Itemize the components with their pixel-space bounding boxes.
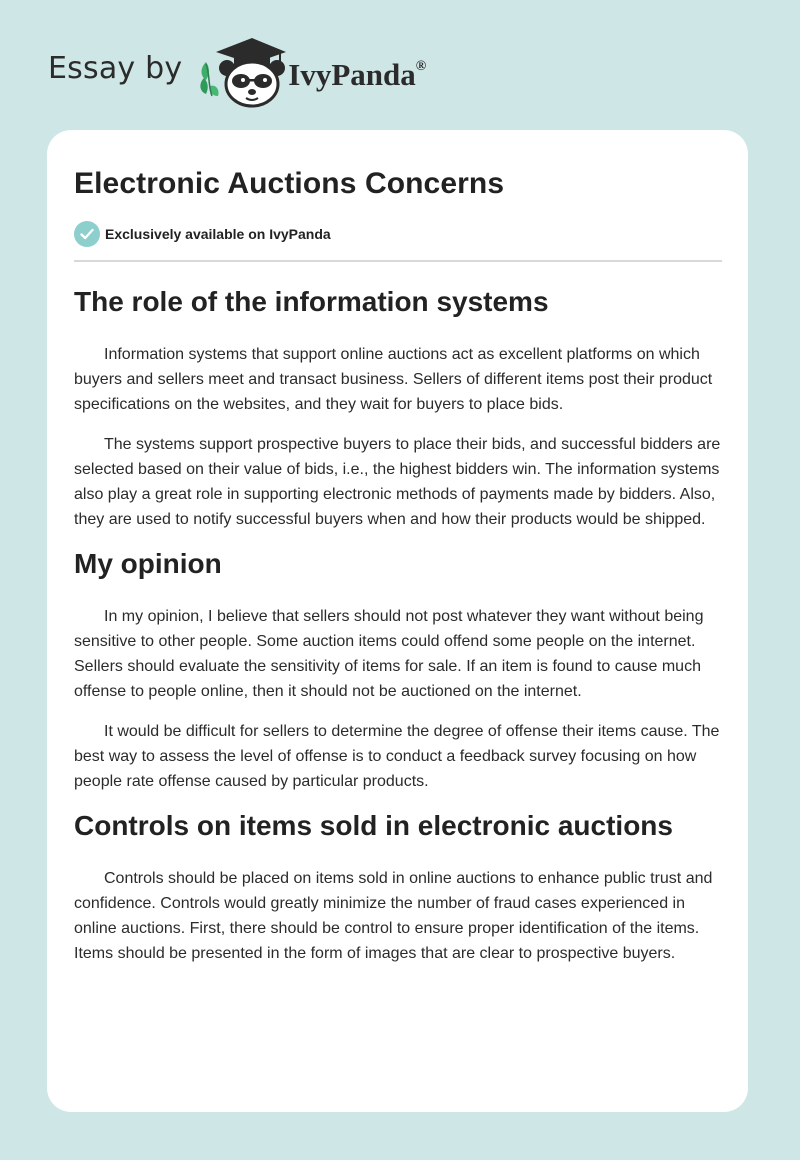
paragraph: It would be difficult for sellers to determine the degree of offense their items cause. The best way to assess the level of offense is to conduct a feedback survey focusing on how people rate offense caused by particular products. — [74, 723, 720, 790]
section-role-of-information-systems — [74, 284, 722, 532]
essay-card — [47, 130, 748, 1112]
brand-name: IvyPanda® — [288, 57, 427, 92]
section-my-opinion — [74, 546, 722, 794]
paragraph: The systems support prospective buyers to place their bids, and successful bidders are selected based on their value of bids, i.e., the highest bidders win. The information systems also play a great role in supporting electronic methods of payments made by bidders. Also, they are used to notify successful buyers when and how their products would be shipped. — [74, 436, 721, 528]
paragraph: In my opinion, I believe that sellers should not post whatever they want without being sensitive to other people. Some auction items could offend some people on the internet. Sellers should evaluate the sensitivity of items for sale. If an item is found to cause much offense to people online, then it should not be auctioned on the internet. — [74, 608, 704, 700]
brand-header — [48, 34, 426, 110]
paragraph: Controls should be placed on items sold in online auctions to enhance public trust and confidence. Controls would greatly minimize the number of fraud cases experienced in online auctions. First, there should be control to ensure proper identification of the items. Items should be presented in the form of images that are clear to prospective buyers. — [74, 870, 713, 962]
exclusive-badge — [74, 221, 722, 247]
ivypanda-logo-icon — [196, 34, 286, 110]
badge-label: Exclusively available on IvyPanda — [105, 226, 331, 242]
divider — [74, 260, 722, 262]
page-title: Electronic Auctions Concerns — [74, 167, 505, 200]
section-heading: The role of the information systems — [74, 286, 549, 317]
check-icon — [74, 221, 100, 247]
section-controls-on-items — [74, 808, 722, 966]
section-heading: Controls on items sold in electronic auctions — [74, 810, 673, 841]
paragraph: Information systems that support online auctions act as excellent platforms on which buyers and sellers meet and transact business. Sellers of different items post their product specifications on the websites, and they wait for buyers to place bids. — [74, 346, 713, 413]
section-heading: My opinion — [74, 548, 222, 579]
brand-prefix: Essay by — [48, 50, 183, 86]
